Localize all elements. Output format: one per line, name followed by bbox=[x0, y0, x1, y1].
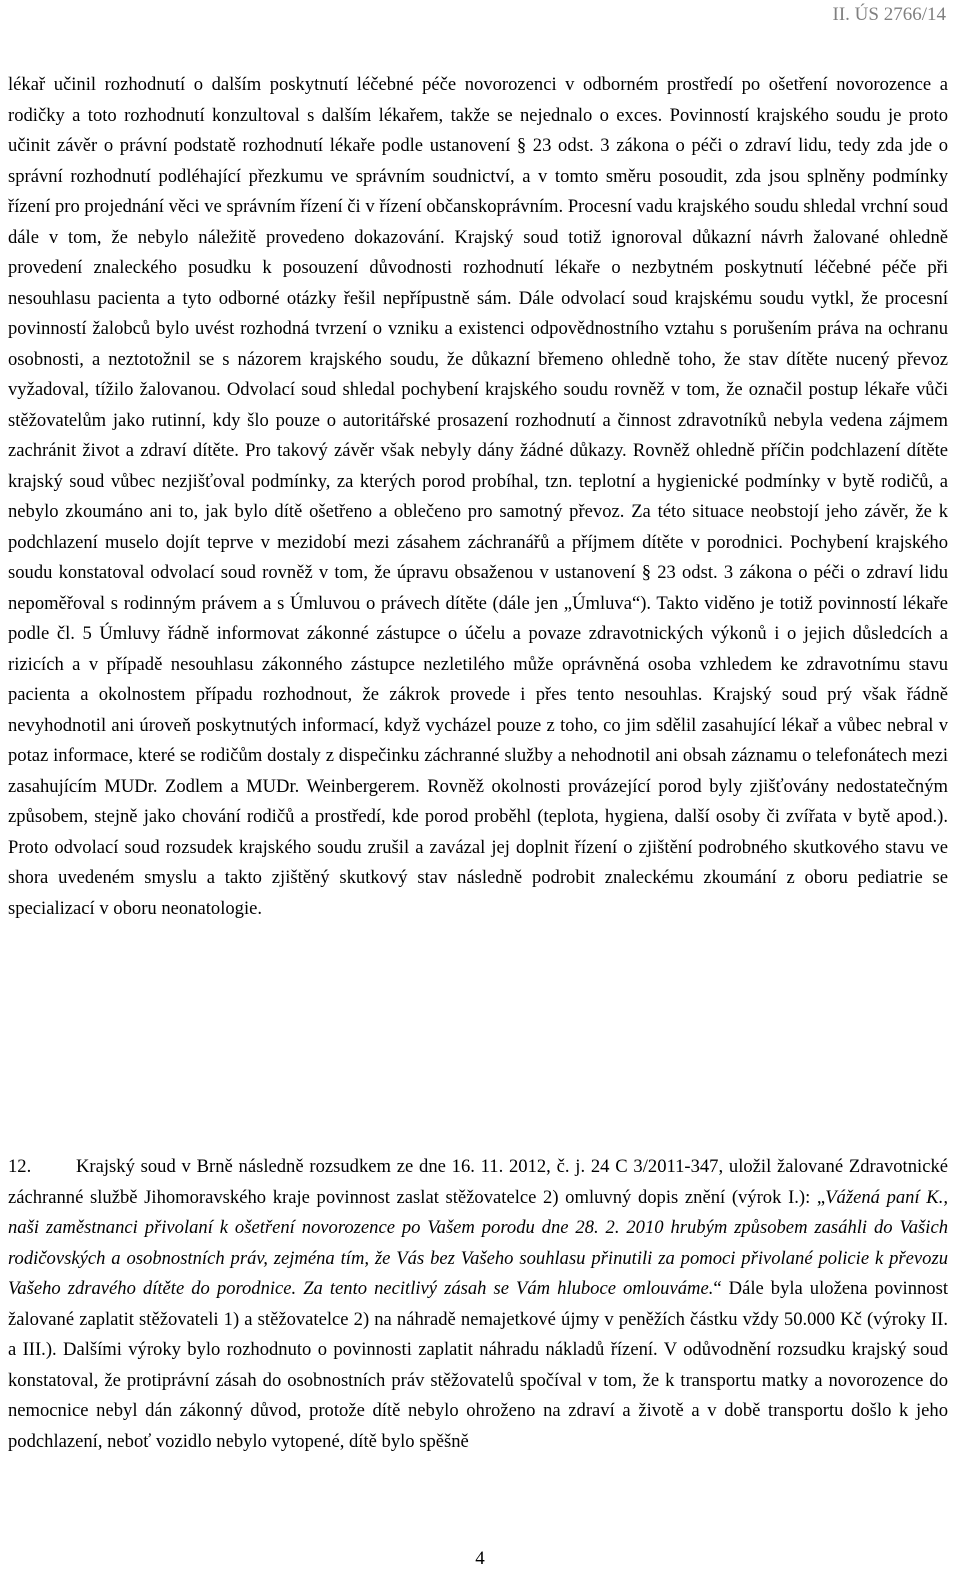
paragraph-text: lékař učinil rozhodnutí o dalším poskytnutí léčebné péče novorozenci v odborném prostředí po ošetření novorozence a rodičky a toto rozhodnutí konzultoval s dalším lékařem, takže se nejednalo o exces. Povinností krajského soudu je proto učinit závěr o právní podstatě rozhodnutí lékaře podle ustanovení § 23 odst. 3 zákona o péči o zdraví lidu, tedy zda jde o správní rozhodnutí podléhající přezkumu ve správním soudnictví, a v tomto směru posoudit, zda jsou splněny podmínky řízení pro projednání věci ve správním řízení či v řízení občanskoprávním. Procesní vadu krajského soudu shledal vrchní soud dále v tom, že nebylo náležitě provedeno dokazování. Krajský soud totiž ignoroval důkazní návrh žalované ohledně provedení znaleckého posudku k posouzení důvodnosti rozhodnutí lékaře o nezbytném poskytnutí léčebné péče při nesouhlasu pacienta a tyto odborné otázky řešil nepřípustně sám. Dále odvolací soud krajskému soudu vytkl, že procesní povinností žalobců bylo uvést rozhodná tvrzení o vzniku a existenci odpovědnostního vztahu s porušením práva na ochranu osobnosti, a neztotožnil se s názorem krajského soudu, že důkazní břemeno ohledně toho, že stav dítěte nucený převoz vyžadoval, tížilo žalovanou. Odvolací soud shledal pochybení krajského soudu rovněž v tom, že označil postup lékaře vůči stěžovatelům jako rutinní, kdy šlo pouze o autoritářské prosazení rozhodnutí a činnost zdravotníků nebyla vedena zájmem zachránit život a zdraví dítěte. Pro takový závěr však nebyly dány žádné důkazy. Rovněž ohledně příčin podchlazení dítěte krajský soud vůbec nezjišťoval podmínky, za kterých porod probíhal, tzn. teplotní a hygienické podmínky v bytě rodičů, a nebylo zkoumáno ani to, jak bylo dítě ošetřeno a oblečeno pro samotný převoz. Za této situace neobstojí jeho závěr, že k podchlazení muselo dojít teprve v mezidobí mezi zásahem záchranářů a příjmem dítěte v porodnici. Pochybení krajského soudu konstatoval odvolací soud rovněž v tom, že úpravu obsaženou v ustanovení § 23 odst. 3 zákona o péči o zdraví lidu nepoměřoval s rodinným právem a s Úmluvou o právech dítěte (dále jen „Úmluva“). Takto viděno je totiž povinností lékaře podle čl. 5 Úmluvy řádně informovat zákonné zástupce o účelu a povaze zdravotnických výkonů i o jejich důsledcích a rizicích a v případě nesouhlasu zákonného zástupce nezletilého může oprávněná osoba vzhledem ke zdravotnímu stavu pacienta a okolnostem případu rozhodnout, že zákrok provede i přes tento nesouhlas. Krajský soud prý však řádně nevyhodnotil ani úroveň poskytnutých informací, když vycházel pouze z toho, co jim sdělil zasahující lékař a vůbec nebral v potaz informace, které se rodičům dostaly z dispečinku záchranné služby a nehodnotil ani obsah záznamu o telefonátech mezi zasahujícím MUDr. Zodlem a MUDr. Weinbergerem. Rovněž okolnosti provázející porod byly zjišťovány nedostatečným způsobem, stejně jako chování rodičů a prostředí, kde porod proběhl (teplota, hygiena, další osoby či zvířata v bytě apod.). Proto odvolací soud rozsudek krajského soudu zrušil a zavázal jej doplnit řízení o zjištění podrobného skutkového stavu ve shora uvedeném smyslu a takto zjištěný skutkový stav následně podrobit znaleckému zkoumání z oboru pediatrie se specializací v oboru neonatologie. bbox=[8, 74, 948, 919]
paragraph-number: 12. bbox=[8, 1156, 32, 1177]
paragraph-12-text-part1: Krajský soud v Brně následně rozsudkem ze dne 16. 11. 2012, č. j. 24 C 3/2011-347, uložil žalované Zdravotnické záchranné službě Jihomoravského kraje povinnost zaslat stěžovatelce 2) omluvný dopis znění (výrok I.): „ bbox=[8, 1156, 948, 1208]
case-reference: II. ÚS 2766/14 bbox=[832, 4, 946, 25]
apology-quote: Vážená paní K., naši zaměstnanci přivolaní k ošetření novorozence po Vašem porodu dne 28. 2. 2010 hrubým způsobem zasáhli do Vašich rodičovských a osobnostních práv, zejména tím, že Vás bez Vašeho souhlasu přinutili za pomoci přivolané policie k převozu Vašeho zdravého dítěte do porodnice. Za tento necitlivý zásah se Vám hluboce omlouváme. bbox=[8, 1186, 949, 1299]
paragraph-12 bbox=[8, 1152, 948, 1457]
page-number: 4 bbox=[475, 1548, 485, 1569]
paragraph-11-continuation bbox=[8, 70, 948, 924]
paragraph-12-text-part2: “ Dále byla uložena povinnost žalované zaplatit stěžovateli 1) a stěžovatelce 2) na náhradě nemajetkové újmy v peněžích částku vždy 50.000 Kč (výroky II. a III.). Dalšími výroky bylo rozhodnuto o povinnosti zaplatit náhradu nákladů řízení. V odůvodnění rozsudku krajský soud konstatoval, že protiprávní zásah do osobnostních práv stěžovatelů spočíval v tom, že k transportu matky a novorozence do nemocnice nebyl dán zákonný důvod, protože dítě nebylo ohroženo na zdraví a životě a v době transportu došlo k jeho podchlazení, neboť vozidlo nebylo vytopené, dítě bylo spěšně bbox=[8, 1278, 948, 1452]
paragraph-text bbox=[8, 1152, 948, 1457]
